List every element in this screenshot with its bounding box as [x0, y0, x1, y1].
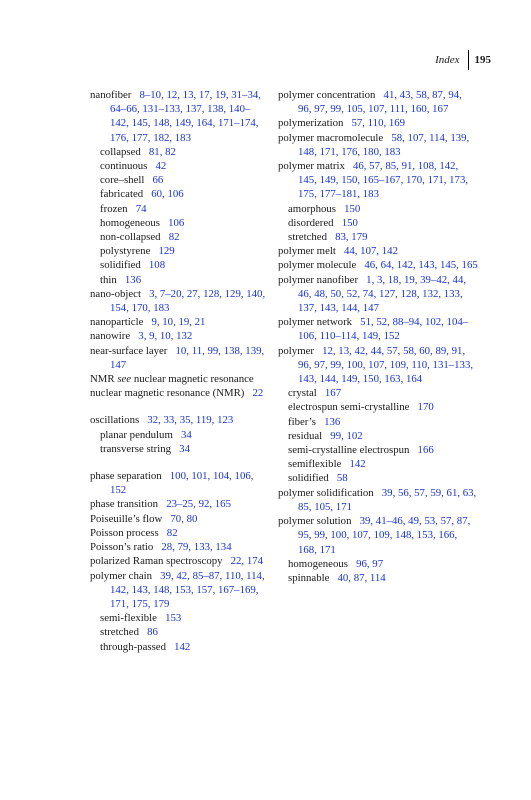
index-entry: [278, 88, 478, 116]
index-entry: [278, 216, 478, 230]
page-references[interactable]: 23–25, 92, 165: [166, 498, 231, 511]
index-entry: [90, 540, 268, 554]
index-term: transverse string: [100, 442, 172, 455]
page-references[interactable]: 58, 107, 114, 139, 148, 171, 176, 180, 183: [298, 131, 470, 158]
index-entry: [278, 514, 478, 557]
page-references[interactable]: 106: [168, 216, 185, 229]
index-entry: [278, 557, 478, 571]
page-references[interactable]: 34: [179, 442, 190, 455]
page-references[interactable]: 142: [349, 458, 366, 471]
index-term: homogeneous: [100, 216, 160, 229]
index-term: amorphous: [288, 202, 336, 215]
index-term: polymer concentration: [278, 89, 376, 101]
page-references[interactable]: 58: [336, 472, 348, 485]
index-column-left: [90, 88, 268, 654]
page-references[interactable]: 9, 10, 19, 21: [151, 316, 206, 329]
see-reference: see: [117, 373, 132, 386]
index-entry: [90, 611, 268, 625]
page-references[interactable]: 51, 52, 88–94, 102, 104–106, 110–114, 149, 152: [298, 316, 469, 343]
index-term: polymer network: [278, 316, 353, 329]
index-term: collapsed: [100, 145, 141, 158]
index-term: NMR: [90, 373, 115, 386]
index-term: through-passed: [100, 640, 166, 653]
page-references[interactable]: 3, 9, 10, 132: [138, 330, 193, 343]
page-references[interactable]: 28, 79, 133, 134: [161, 541, 232, 554]
page-references[interactable]: 83, 179: [335, 231, 368, 244]
index-term: phase separation: [90, 470, 162, 483]
index-term: polymer chain: [90, 569, 153, 582]
page-references[interactable]: 142: [174, 640, 191, 653]
index-term: nuclear magnetic resonance (NMR): [90, 387, 245, 400]
index-entry: [90, 428, 268, 442]
page-references[interactable]: 99, 102: [330, 429, 363, 442]
page-references[interactable]: 86: [147, 626, 158, 639]
index-term: solidified: [288, 472, 329, 485]
index-term: frozen: [100, 202, 128, 215]
index-entry: [278, 258, 478, 272]
page-references[interactable]: 8–10, 12, 13, 17, 19, 31–34, 64–66, 131–133, 137, 138, 140–142, 145, 148, 149, 164, 171–174, 176, 177, 182, 183: [110, 89, 261, 144]
index-term: semi-flexible: [100, 612, 157, 625]
page-references[interactable]: 22: [252, 387, 264, 400]
header-title: Index: [435, 54, 460, 66]
index-term: semiflexible: [288, 458, 342, 471]
index-term: nano-object: [90, 287, 141, 300]
index-term: planar pendulum: [100, 428, 173, 441]
page-references[interactable]: 129: [158, 245, 175, 258]
page-references[interactable]: 39, 42, 85–87, 110, 114, 142, 143, 148, 153, 157, 167–169, 171, 175, 179: [110, 569, 265, 610]
index-term: nanoparticle: [90, 316, 144, 329]
index-column-right: [278, 88, 478, 585]
index-entry: [90, 216, 268, 230]
page-references[interactable]: 108: [148, 259, 166, 272]
index-entry: [90, 187, 268, 201]
index-entry: [278, 202, 478, 216]
index-entry: [278, 344, 478, 387]
index-entry: [278, 400, 478, 414]
index-entry: [278, 273, 478, 316]
index-entry: [278, 571, 478, 585]
page-references[interactable]: 22, 174: [230, 555, 264, 568]
index-entry: [90, 344, 268, 372]
index-term: spinnable: [288, 571, 330, 584]
page-references[interactable]: 153: [165, 612, 182, 625]
page-references[interactable]: 167: [324, 387, 342, 400]
index-entry: [90, 230, 268, 244]
index-entry: [90, 554, 268, 568]
page-references[interactable]: 46, 57, 85, 91, 108, 142, 145, 149, 150, 165–167, 170, 171, 173, 175, 177–181, 183: [298, 160, 469, 201]
index-term: polymer nanofiber: [278, 273, 359, 286]
index-term: oscillations: [90, 414, 140, 427]
index-entry: [278, 457, 478, 471]
see-target: nuclear magnetic resonance: [133, 373, 254, 386]
index-entry: [90, 512, 268, 526]
page-references[interactable]: 40, 87, 114: [337, 571, 386, 584]
index-entry: [90, 497, 268, 511]
index-entry: [90, 315, 268, 329]
page-references[interactable]: 150: [344, 202, 361, 215]
index-entry: [90, 386, 268, 400]
index-term: polymer solidification: [278, 486, 374, 499]
index-term: polymer: [278, 344, 314, 357]
running-header: [435, 50, 491, 70]
index-entry: [90, 202, 268, 216]
index-entry: [90, 329, 268, 343]
index-term: Poisson’s ratio: [90, 541, 154, 554]
page-references[interactable]: 44, 107, 142: [343, 245, 398, 258]
page-references[interactable]: 10, 11, 99, 138, 139, 147: [110, 344, 265, 371]
index-entry: [278, 443, 478, 457]
page-references[interactable]: 136: [324, 415, 341, 428]
page-references[interactable]: 170: [417, 401, 434, 414]
page-number: 195: [474, 54, 491, 66]
page-references[interactable]: 46, 64, 142, 143, 145, 165: [364, 259, 478, 272]
index-term: stretched: [288, 231, 327, 244]
index-term: polarized Raman spectroscopy: [90, 555, 223, 568]
index-entry: [278, 486, 478, 514]
page-references[interactable]: 81, 82: [148, 145, 176, 158]
page-references[interactable]: 39, 56, 57, 59, 61, 63, 85, 105, 171: [298, 486, 477, 513]
index-entry: [90, 173, 268, 187]
index-term: polymer macromolecule: [278, 131, 384, 144]
index-term: residual: [288, 429, 323, 442]
page-references[interactable]: 1, 3, 18, 19, 39–42, 44, 46, 48, 50, 52, 74, 127, 128, 132, 133, 137, 143, 144, 147: [298, 273, 467, 315]
index-term: polymer matrix: [278, 160, 345, 173]
index-entry: [278, 244, 478, 258]
page-references[interactable]: 42: [155, 160, 167, 173]
index-entry: [278, 386, 478, 400]
index-term: non-collapsed: [100, 231, 161, 244]
index-entry: [90, 526, 268, 540]
index-term: polystyrene: [100, 245, 151, 258]
index-term: solidified: [100, 259, 141, 272]
index-entry: [90, 625, 268, 639]
index-term: phase transition: [90, 498, 159, 511]
page-references[interactable]: 70, 80: [170, 512, 198, 525]
index-entry: [90, 145, 268, 159]
index-entry: [90, 287, 268, 315]
index-term: semi-crystalline electrospun: [288, 444, 410, 457]
index-term: polymer molecule: [278, 259, 357, 272]
page-references[interactable]: 74: [135, 202, 147, 215]
index-entry: [90, 469, 268, 497]
page-references[interactable]: 82: [166, 526, 178, 539]
index-entry: [278, 471, 478, 485]
index-term: continuous: [100, 160, 148, 173]
index-term: near-surface layer: [90, 344, 168, 357]
index-entry: [90, 569, 268, 612]
index-term: nanofiber: [90, 89, 132, 101]
index-entry: [90, 244, 268, 258]
index-entry: [90, 273, 268, 287]
index-entry: [90, 442, 268, 456]
index-term: stretched: [100, 626, 139, 639]
page-references[interactable]: 66: [152, 174, 164, 187]
index-term: Poisson process: [90, 526, 159, 539]
index-term: fabricated: [100, 188, 144, 201]
index-term: polymer melt: [278, 245, 336, 258]
page-references[interactable]: 60, 106: [151, 188, 184, 201]
index-term: crystal: [288, 387, 317, 400]
index-entry: [278, 230, 478, 244]
index-entry: [278, 429, 478, 443]
page-references[interactable]: 96, 97: [356, 557, 384, 570]
index-entry: [90, 640, 268, 654]
index-term: homogeneous: [288, 557, 348, 570]
index-entry: [278, 116, 478, 130]
page-references[interactable]: 3, 7–20, 27, 128, 129, 140, 154, 170, 183: [110, 287, 266, 315]
index-entry: [278, 315, 478, 343]
index-term: disordered: [288, 216, 334, 229]
index-term: nanowire: [90, 330, 131, 343]
index-term: fiber’s: [288, 415, 316, 428]
index-term: Poiseuille’s flow: [90, 512, 163, 525]
index-entry: [90, 88, 268, 145]
page-references[interactable]: 34: [180, 428, 192, 441]
page-references[interactable]: 166: [417, 444, 434, 457]
index-entry: [278, 131, 478, 159]
page-references[interactable]: 82: [168, 231, 180, 244]
index-term: electrospun semi-crystalline: [288, 401, 410, 414]
page-references[interactable]: 150: [341, 216, 358, 229]
index-term: core–shell: [100, 174, 145, 187]
page-references[interactable]: 32, 33, 35, 119, 123: [147, 414, 234, 427]
page-references[interactable]: 41, 43, 58, 87, 94, 96, 97, 99, 105, 107, 111, 160, 167: [298, 89, 462, 116]
index-term: polymerization: [278, 117, 344, 130]
index-entry: [90, 413, 268, 427]
index-entry: [90, 159, 268, 173]
page-references[interactable]: 57, 110, 169: [351, 117, 406, 130]
index-entry: [278, 159, 478, 202]
index-term: polymer solution: [278, 515, 352, 528]
page-references[interactable]: 39, 41–46, 49, 53, 57, 87, 95, 99, 100, 107, 109, 148, 153, 166, 168, 171: [298, 515, 471, 556]
header-divider: [468, 50, 469, 70]
index-entry: [90, 258, 268, 272]
page-references[interactable]: 136: [124, 273, 142, 286]
page-references[interactable]: 100, 101, 104, 106, 152: [110, 470, 254, 497]
index-term: thin: [100, 273, 117, 286]
index-entry: [90, 372, 268, 386]
page-references[interactable]: 12, 13, 42, 44, 57, 58, 60, 89, 91, 96, 97, 99, 100, 107, 109, 110, 131–133, 143, 144, 149, 150, 163, 164: [298, 344, 474, 386]
index-entry: [278, 415, 478, 429]
